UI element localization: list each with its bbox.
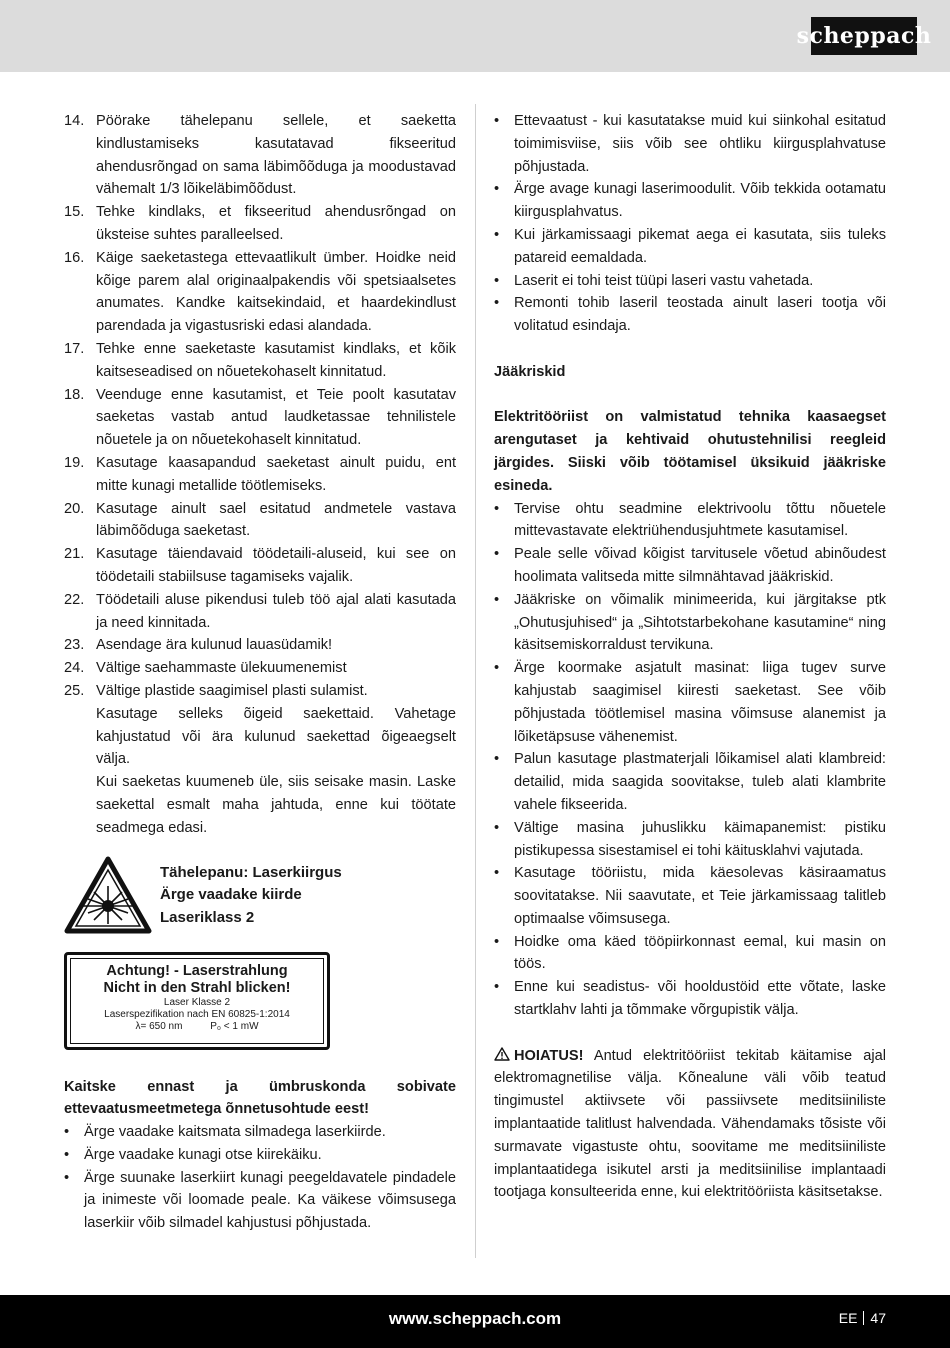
warning-paragraph <box>494 1045 886 1205</box>
numbered-item <box>64 543 456 589</box>
bullet-dot-icon: • <box>494 226 500 243</box>
laser-warning-line-3: Laseriklass 2 <box>160 908 255 926</box>
numbered-safety-list <box>64 110 456 703</box>
item-text: Vältige plastide saagimisel plasti sulamist. <box>96 682 368 699</box>
laser-warning-line-2: Ärge vaadake kiirde <box>160 886 302 904</box>
bullet-text: Tervise ohtu seadmine elektrivoolu tõttu nõuetele mittevastavate elektriühendusjuhtmete kasutamisel. <box>514 500 886 540</box>
item-number: 15. <box>64 204 85 221</box>
warning-text: Antud elektritööriist tekitab käitamise ajal elektromagnetilise välja. Kõnealune väli võib teatud tingimustel aktiivsete või passiivsete meditsiiniliste implantaatide talitlust halvendada. Vähendamaks tõsiste või surmavate vigastuste ohtu, soovitame me meditsiiniliste implantaatidega isikutel arsti ja meditsiinilise implantaadi tootjaga konsulteerida enne, kui elektritööriista käsitsetakse. <box>494 1047 886 1201</box>
page-separator <box>863 1311 864 1325</box>
item-25-continuation-2: Kui saeketas kuumeneb üle, siis seisake masin. Laske saekettal esmalt maha jahtuda, enne kui töötate seadmega edasi. <box>96 774 456 836</box>
numbered-item <box>64 634 456 657</box>
bullet-item <box>494 498 886 544</box>
laser-warning-text <box>160 862 342 930</box>
laser-warning-line-1: Tähelepanu: Laserkiirgus <box>160 863 342 881</box>
item-text: Kasutage ainult sael esitatud andmetele vastava läbimõõduga saeketast. <box>96 500 456 540</box>
label-line-3: Laser Klasse 2 <box>163 996 231 1008</box>
website-url: www.scheppach.com <box>388 1309 562 1328</box>
warning-label: HOIATUS! <box>514 1047 584 1064</box>
bullet-item <box>494 817 886 863</box>
item-text: Veenduge enne kasutamist, et Teie poolt kasutatav saeketas vastab antud laudketassae tehnilistele nõuetele ja on nõuetekohaselt kinnitatud. <box>96 386 456 449</box>
residual-risks-heading: Jääkriskid <box>494 363 566 380</box>
item-number: 23. <box>64 637 85 654</box>
bullet-item <box>494 110 886 178</box>
item-number: 22. <box>64 591 85 608</box>
bullet-text: Vältige masina juhuslikku käimapanemist: pistiku pistikupessa sisestamisel ei tohi käitusklahvi vajutada. <box>514 819 886 859</box>
item-number: 24. <box>64 660 85 677</box>
warning-triangle-icon <box>494 1047 510 1061</box>
bullet-text: Palun kasutage plastmaterjali lõikamisel alati klambreid: detailid, mida saagida soovitakse, tuleb alati klambrite vahele fikseerida. <box>514 751 886 813</box>
item-text: Pöörake tähelepanu sellele, et saeketta kindlustamiseks kasutatavad fikseeritud ahendusrõngad on sama läbimõõduga ja moodustavad vähemalt 1/3 lõikeläbimõõdust. <box>96 113 456 198</box>
right-column <box>494 110 886 1204</box>
page-footer <box>0 1295 950 1348</box>
item-text: Kasutage täiendavaid töödetaili-aluseid, kui see on töödetaili stabiilsuse tagamiseks vajalik. <box>96 546 456 585</box>
bullet-text: Laserit ei tohi teist tüüpi laseri vastu vahetada. <box>514 272 814 289</box>
bullet-dot-icon: • <box>494 181 500 198</box>
language-code: EE <box>838 1310 858 1326</box>
bullet-dot-icon: • <box>64 1169 70 1186</box>
item-text: Vältige saehammaste ülekuumenemist <box>96 660 347 677</box>
bullet-item <box>494 270 886 293</box>
item-25-continuation-1: Kasutage selleks õigeid saekettaid. Vahetage kahjustatud või ära kulunud saekettad õigeaegselt välja. <box>96 705 456 768</box>
item-number: 14. <box>64 113 85 129</box>
item-number: 19. <box>64 454 85 471</box>
item-text: Kasutage kaasapandud saeketast ainult puidu, ent mitte kunagi metallide töötlemiseks. <box>96 454 456 494</box>
item-number: 17. <box>64 340 85 357</box>
bullet-item <box>494 748 886 816</box>
numbered-item <box>64 201 456 247</box>
item-number: 21. <box>64 546 85 563</box>
page-number: 47 <box>870 1310 886 1326</box>
bullet-dot-icon: • <box>494 591 500 608</box>
item-number: 16. <box>64 249 85 266</box>
item-text: Asendage ära kulunud lauasüdamik! <box>96 637 333 654</box>
page-indicator <box>839 1310 886 1326</box>
bullet-dot-icon: • <box>64 1124 70 1141</box>
item-number: 18. <box>64 386 85 403</box>
bullet-dot-icon: • <box>494 819 500 836</box>
numbered-item <box>64 338 456 384</box>
bullet-dot-icon: • <box>494 546 500 563</box>
residual-risks-list <box>494 498 886 1022</box>
numbered-item <box>64 384 456 452</box>
scheppach-logo: scheppach <box>811 17 917 55</box>
bullet-dot-icon: • <box>494 933 500 950</box>
laser-class-label <box>64 952 330 1050</box>
numbered-item <box>64 498 456 544</box>
bullet-dot-icon: • <box>494 865 500 882</box>
column-divider <box>475 104 476 1258</box>
numbered-item <box>64 680 456 703</box>
bullet-dot-icon: • <box>494 751 500 768</box>
numbered-item <box>64 452 456 498</box>
bullet-item <box>494 543 886 589</box>
bullet-dot-icon: • <box>494 500 500 517</box>
bullet-item <box>494 292 886 338</box>
numbered-item <box>64 247 456 338</box>
laser-class-label-inner <box>70 958 324 1044</box>
bullet-text: Kasutage tööriistu, mida käesolevas käsiraamatus soovitatakse. Nii saavutate, et Teie järkamissaag talitleb optimaalse võimsusega. <box>514 865 886 927</box>
item-number: 20. <box>64 500 85 517</box>
label-line-2: Nicht in den Strahl blicken! <box>103 979 291 996</box>
bullet-item <box>64 1144 456 1167</box>
bullet-text: Ärge avage kunagi laserimoodulit. Võib tekkida ootamatu kiirgusplahvatus. <box>514 181 886 221</box>
item-text: Käige saeketastega ettevaatlikult ümber. Hoidke neid kõige parem alal originaalpakendis või spetsiaalsetes anumates. Kandke kaitsekindaid, et haardekindlust parendada ja vigastusriski edasi alandada. <box>96 249 456 335</box>
bullet-dot-icon: • <box>494 979 500 996</box>
bullet-dot-icon: • <box>494 113 500 129</box>
bullet-item <box>494 862 886 930</box>
protect-heading: Kaitske ennast ja ümbruskonda sobivate ettevaatusmeetmetega õnnetusohtude eest! <box>64 1078 456 1118</box>
numbered-item <box>64 110 456 201</box>
label-line-5: λ= 650 nm P₀ < 1 mW <box>135 1020 259 1032</box>
label-line-1: Achtung! - Laserstrahlung <box>106 962 288 979</box>
bullet-text: Ärge vaadake kaitsmata silmadega laserkiirde. <box>84 1124 386 1141</box>
bullet-dot-icon: • <box>494 272 500 289</box>
laser-radiation-warning-icon <box>64 856 152 934</box>
laser-caution-list <box>494 110 886 338</box>
item-text: Tehke kindlaks, et fikseeritud ahendusrõngad on üksteise suhtes paralleelsed. <box>96 204 456 243</box>
bullet-item <box>494 178 886 224</box>
bullet-text: Enne kui seadistus- või hooldustöid ette võtate, laske startklahv lahti ja tõmmake võrgupistik välja. <box>514 979 886 1019</box>
bullet-text: Remonti tohib laseril teostada ainult laseri tootja või volitatud esindaja. <box>514 295 886 335</box>
laser-warning-block <box>64 856 456 934</box>
bullet-item <box>494 589 886 657</box>
laser-bullet-list <box>64 1121 456 1235</box>
bullet-item <box>494 657 886 748</box>
bullet-dot-icon: • <box>494 295 500 312</box>
bullet-text: Ärge koormake asjatult masinat: liiga tugev surve kahjustab saagimisel kiiresti saeketast. See võib põhjustada töötlemisel masina võimsuse alanemist ja lõiketäpsuse vähenemist. <box>514 660 886 745</box>
bullet-item <box>494 224 886 270</box>
bullet-dot-icon: • <box>64 1146 70 1163</box>
residual-risks-intro: Elektritööriist on valmistatud tehnika kaasaegset arengutaset ja kehtivaid ohutustehnilisi reegleid järgides. Siiski võib töötamisel üksikuid jääkriske esineda. <box>494 409 886 494</box>
label-line-4: Laserspezifikation nach EN 60825-1:2014 <box>104 1008 290 1020</box>
bullet-text: Kui järkamissaagi pikemat aega ei kasutata, siis tuleks patareid eemaldada. <box>514 226 886 266</box>
bullet-item <box>494 976 886 1022</box>
bullet-item <box>64 1121 456 1144</box>
bullet-text: Jääkriske on võimalik minimeerida, kui järgitakse ptk „Ohutusjuhised“ ja „Sihtotstarbekohane kasutamine“ ning käsitsemiskorraldust tervikuna. <box>514 591 886 654</box>
bullet-text: Ettevaatust - kui kasutatakse muid kui siinkohal esitatud toimimisviise, siis võib see ohtliku kiirgusplahvatuse põhjustada. <box>514 113 886 175</box>
item-text: Tehke enne saeketaste kasutamist kindlaks, et kõik kaitseseadised on nõuetekohaselt kinnitatud. <box>96 340 456 380</box>
bullet-item <box>494 931 886 977</box>
numbered-item <box>64 589 456 635</box>
bullet-item <box>64 1167 456 1235</box>
bullet-text: Hoidke oma käed tööpiirkonnast eemal, kui masin on töös. <box>514 933 886 973</box>
bullet-text: Ärge suunake laserkiirt kunagi peegeldavatele pindadele ja inimeste või loomade peale. Ka väikese võimsusega laserkiir võib silmadel kahjustusi põhjustada. <box>84 1169 456 1232</box>
left-column <box>64 110 456 1235</box>
item-text: Töödetaili aluse pikendusi tuleb töö ajal alati kasutada ja need kinnitada. <box>96 591 456 631</box>
bullet-text: Ärge vaadake kunagi otse kiirekäiku. <box>84 1146 322 1163</box>
item-number: 25. <box>64 682 85 699</box>
numbered-item <box>64 657 456 680</box>
page-header <box>0 0 950 72</box>
bullet-text: Peale selle võivad kõigist tarvitusele võetud abinõudest hoolimata valitseda mitte silmnähtavad jääkriskid. <box>514 546 886 585</box>
bullet-dot-icon: • <box>494 660 500 677</box>
